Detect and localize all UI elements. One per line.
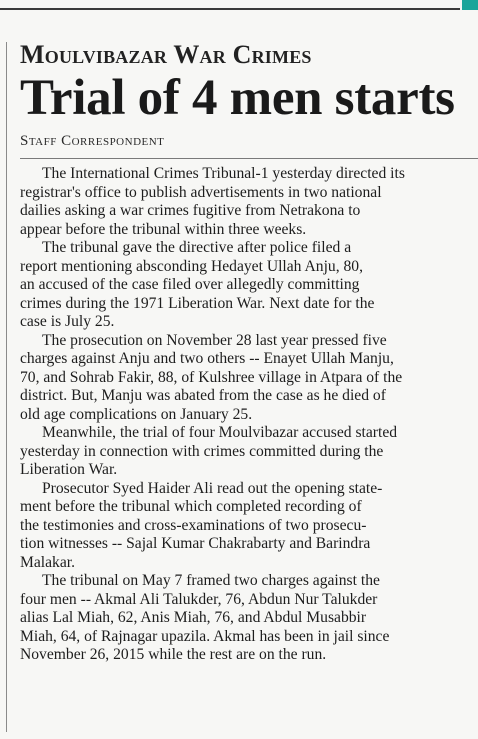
paragraph: The International Crimes Tribunal-1 yesterday directed its registrar's office to publish advertisements in two national dailies asking a war crimes fugitive from Netrakona to appear before the tribunal within three weeks. [20,165,405,238]
column-rule [6,42,7,732]
paragraph: Prosecutor Syed Haider Ali read out the opening state- ment before the tribunal which completed recording of the testimonies and cross-examinations of two prosecu- tion witnesses -- Sajal Kumar Chakrabarty and Barindra Malakar. [20,479,383,571]
byline-separator [20,158,478,159]
paragraph: Meanwhile, the trial of four Moulvibazar accused started yesterday in connection with crimes committed during the Liberation War. [20,424,398,478]
paragraph: The tribunal on May 7 framed two charges against the four men -- Akmal Ali Talukder, 76, Abdun Nur Talukder alias Lal Miah, 62, Anis Miah, 76, and Abdul Musabbir Miah, 64, of Rajnagar upazila. Akmal has been in jail since November 26, 2015 while the rest are on the run. [20,572,390,663]
article-byline: Staff Correspondent [20,133,165,149]
paragraph: The prosecution on November 28 last year pressed five charges against Anju and two others -- Enayet Ullah Manju, 70, and Sohrab Fakir, 88, of Kulshree village in Atpara of the district. But, Manju was abated from the case as he died of old age complications on January 25. [20,331,403,423]
accent-corner [462,0,478,10]
article [20,40,478,665]
top-rule [0,8,460,10]
article-kicker: Moulvibazar War Crimes [20,40,312,69]
article-headline: Trial of 4 men starts [20,70,455,126]
paragraph: The tribunal gave the directive after police filed a report mentioning absconding Hedayet Ullah Anju, 80, an accused of the case filed over allegedly committing crimes during the 1971 Liberation War. Next date for the case is July 25. [20,239,375,330]
article-body [20,165,478,665]
